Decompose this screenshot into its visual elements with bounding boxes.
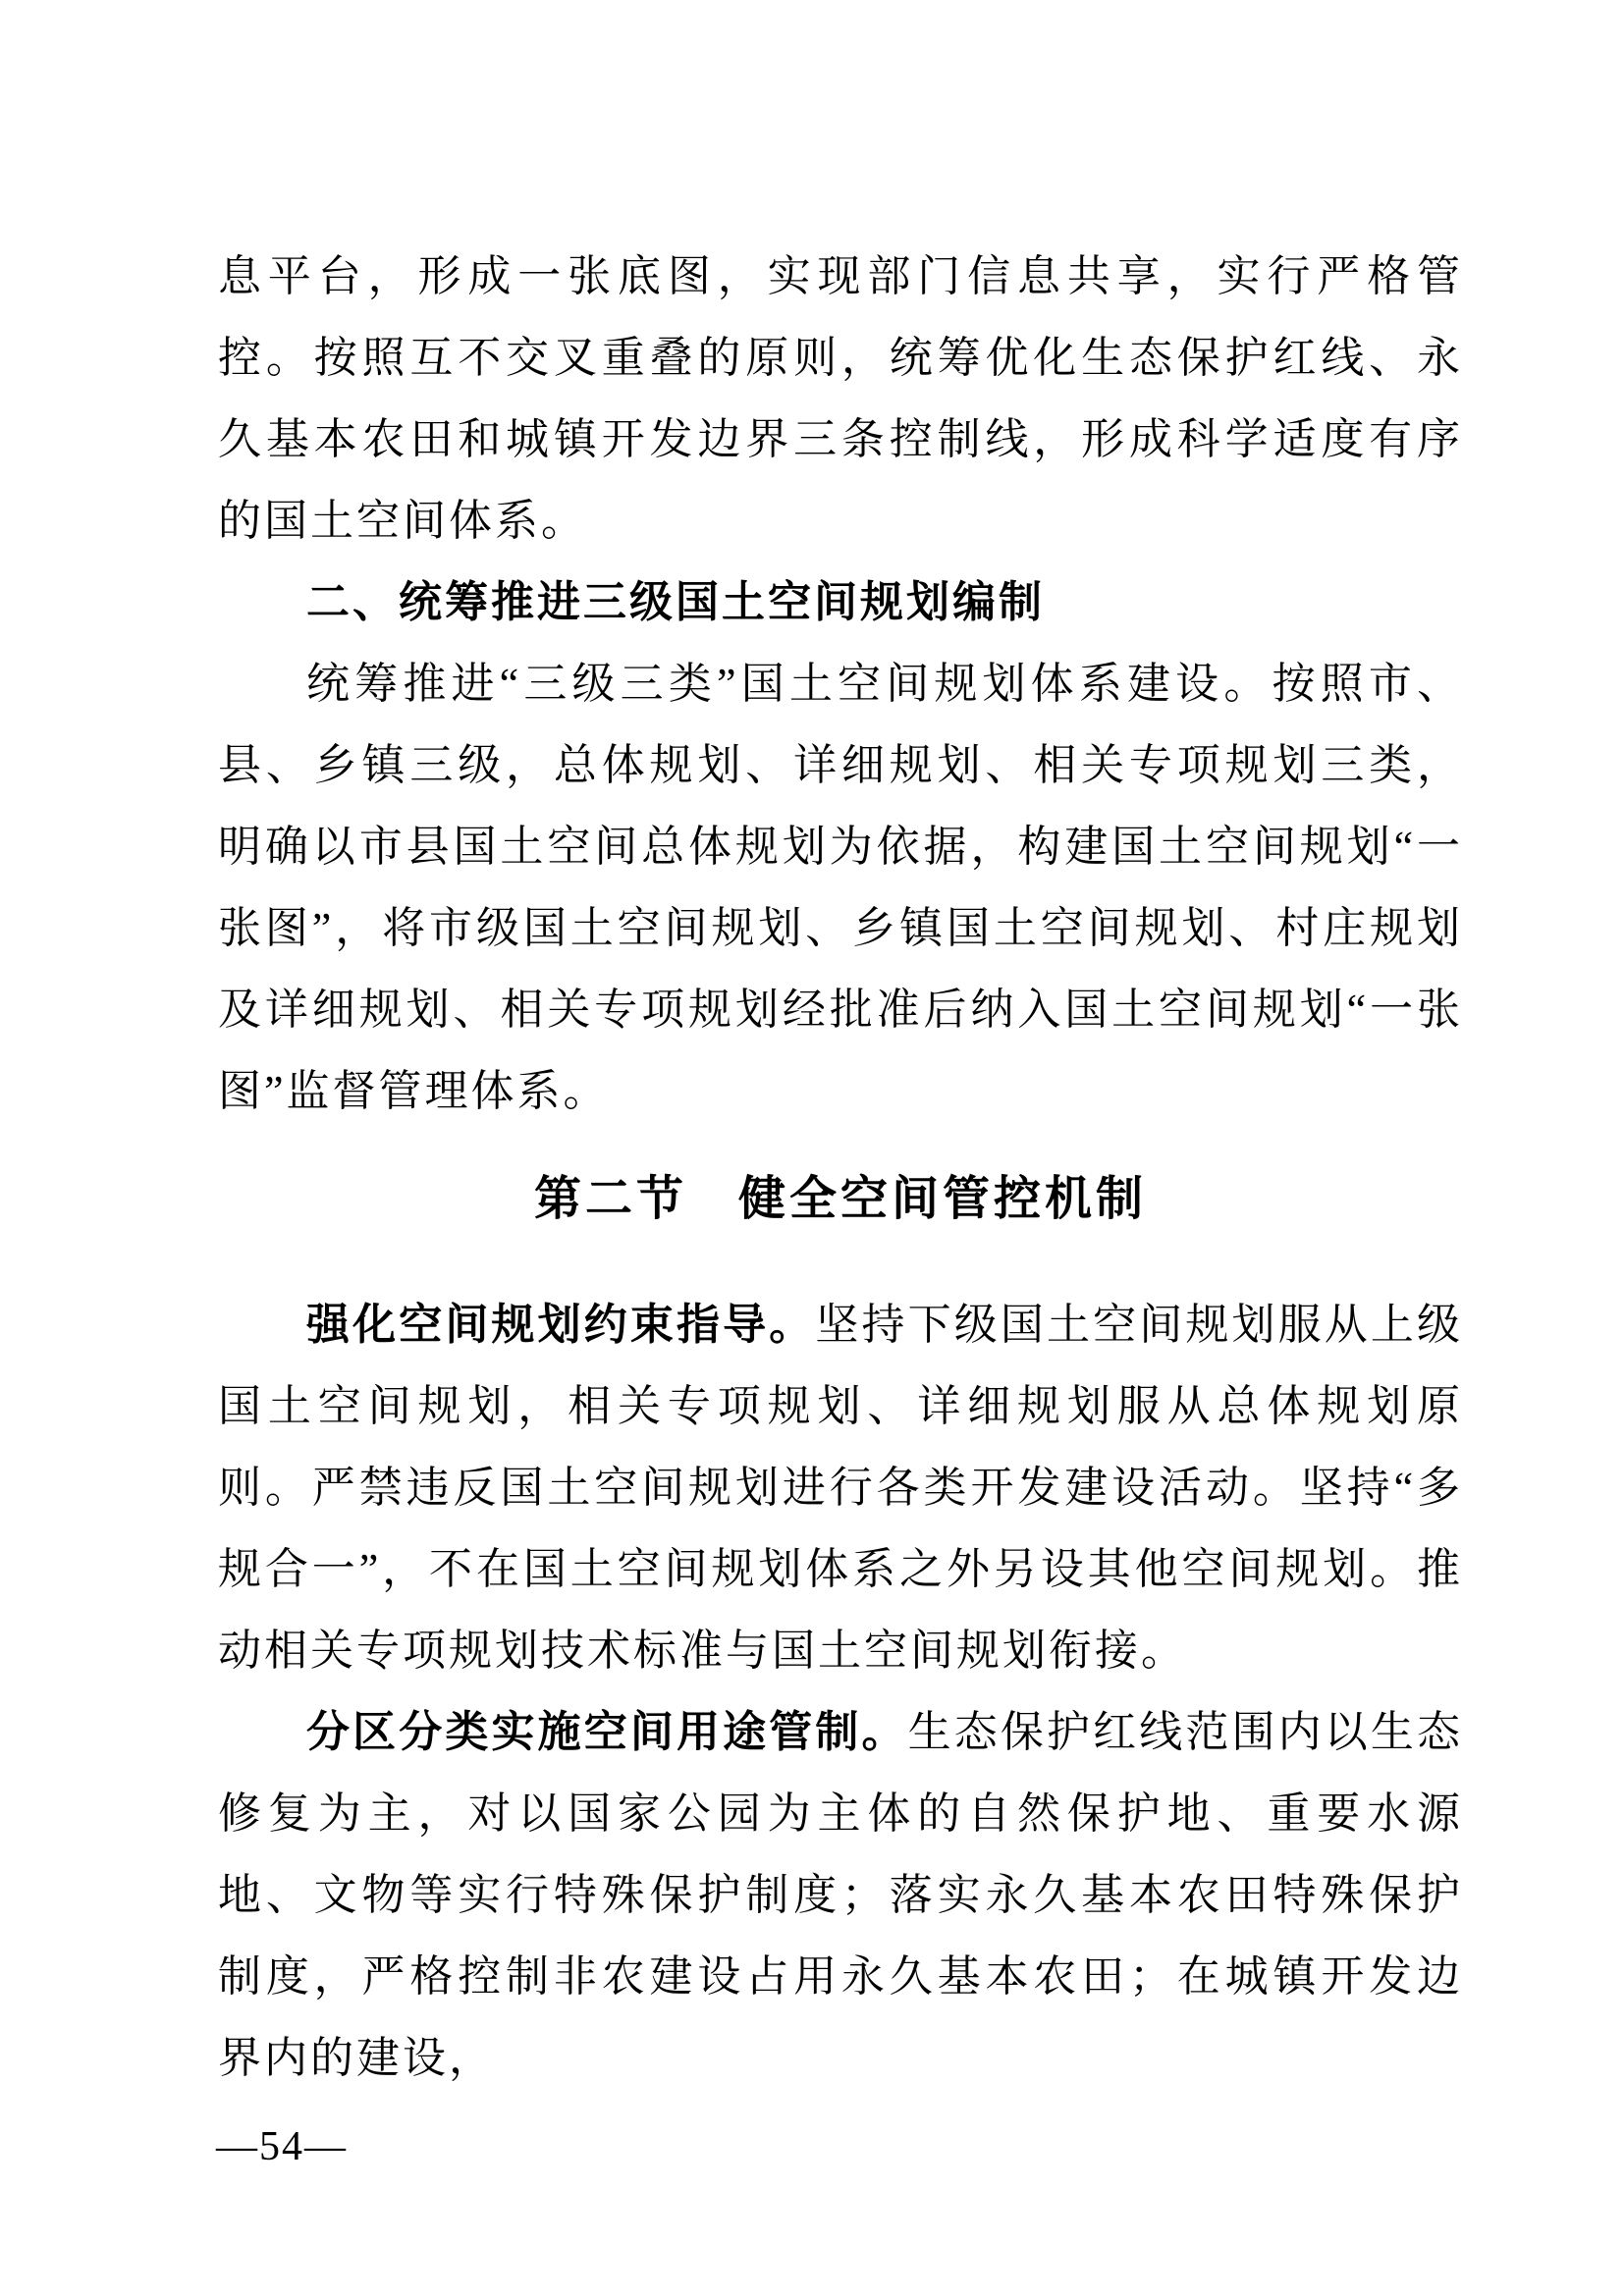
numbered-heading: 二、统筹推进三级国土空间规划编制 xyxy=(306,578,1045,626)
paragraph-lead-zoning: 分区分类实施空间用途管制。 xyxy=(306,1708,908,1756)
paragraph-continuation: 息平台，形成一张底图，实现部门信息共享，实行严格管控。按照互不交叉重叠的原则，统筹优化生态保护红线、永久基本农田和城镇开发边界三条控制线，形成科学适度有序的国土空间体系。 xyxy=(218,252,1463,545)
text-block xyxy=(218,0,1463,2099)
section-title: 第二节 健全空间管控机制 xyxy=(533,1173,1147,1225)
paragraph-text-zoning: 生态保护红线范围内以生态修复为主，对以国家公园为主体的自然保护地、重要水源地、文物等实行特殊保护制度；落实永久基本农田特殊保护制度，严格控制非农建设占用永久基本农田；在城镇开发边界内的建设， xyxy=(218,1708,1463,2082)
paragraph-planning-system: 统筹推进“三级三类”国土空间规划体系建设。按照市、县、乡镇三级，总体规划、详细规划、相关专项规划三类，明确以市县国土空间总体规划为依据，构建国土空间规划“一张图”，将市级国土空间规划、乡镇国土空间规划、村庄规划及详细规划、相关专项规划经批准后纳入国土空间规划“一张图”监督管理体系。 xyxy=(218,660,1463,1115)
paragraph-text-constraint: 坚持下级国土空间规划服从上级国土空间规划，相关专项规划、详细规划服从总体规划原则。严禁违反国土空间规划进行各类开发建设活动。坚持“多规合一”，不在国土空间规划体系之外另设其他空间规划。推动相关专项规划技术标准与国土空间规划衔接。 xyxy=(218,1301,1463,1675)
paragraph-constraint-guidance xyxy=(218,1284,1463,1691)
page-number: —54— xyxy=(216,2124,348,2169)
paragraph-lead-constraint: 强化空间规划约束指导。 xyxy=(306,1301,816,1349)
paragraph-zoning-control xyxy=(218,1691,1463,2099)
